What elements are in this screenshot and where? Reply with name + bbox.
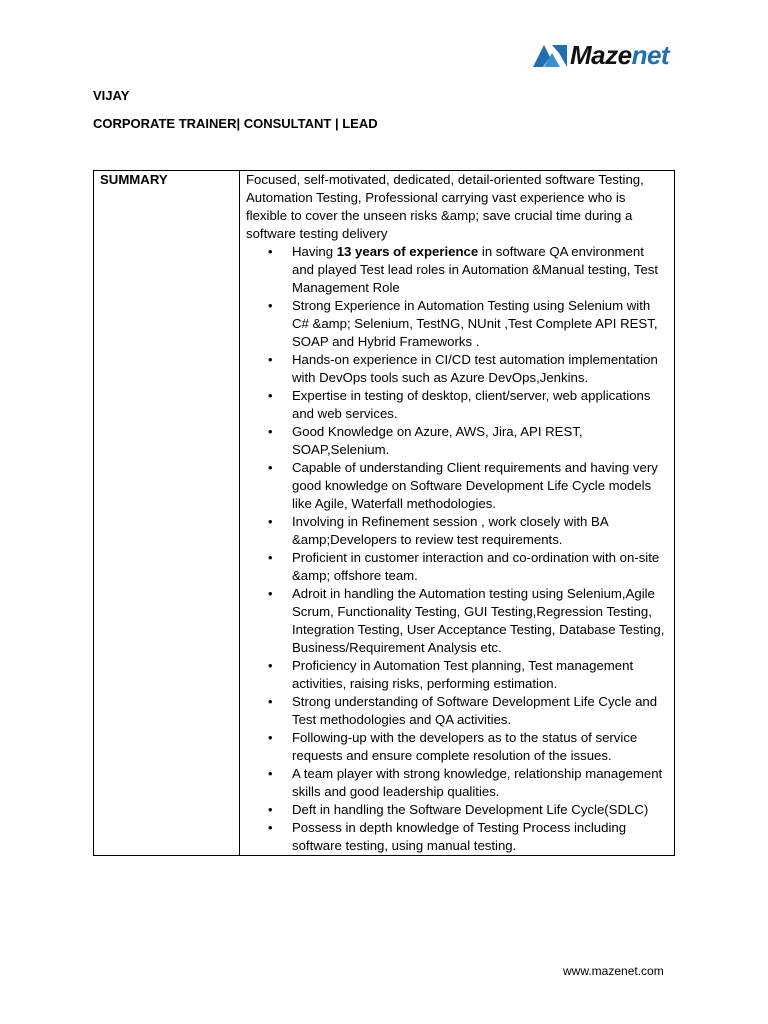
summary-point: • Involving in Refinement session , work closely with BA &amp;Developers to review test requirements.	[246, 513, 668, 549]
summary-label: SUMMARY	[94, 171, 240, 856]
logo-wordmark: Mazenet	[570, 40, 670, 70]
summary-point: • Expertise in testing of desktop, client/server, web applications and web services.	[246, 387, 668, 423]
summary-row	[94, 171, 675, 856]
summary-point: • A team player with strong knowledge, relationship management skills and good leadership qualities.	[246, 765, 668, 801]
candidate-role: CORPORATE TRAINER| CONSULTANT | LEAD	[93, 116, 378, 131]
summary-intro: Focused, self-motivated, dedicated, detail-oriented software Testing, Automation Testing, Professional carrying vast experience who is flexible to cover the unseen risks &amp; save crucial time during a software testing delivery	[246, 172, 644, 241]
mazenet-logo-icon	[533, 43, 567, 67]
summary-point: • Following-up with the developers as to the status of service requests and ensure complete resolution of the issues.	[246, 729, 668, 765]
summary-content	[240, 171, 675, 856]
footer-website: www.mazenet.com	[563, 964, 664, 978]
summary-points	[246, 243, 668, 855]
summary-point: • Having 13 years of experience in software QA environment and played Test lead roles in Automation &Manual testing, Test Management Role	[246, 243, 668, 297]
summary-table	[93, 170, 675, 856]
summary-point: • Deft in handling the Software Development Life Cycle(SDLC)	[246, 801, 668, 819]
summary-point: • Possess in depth knowledge of Testing Process including software testing, using manual testing.	[246, 819, 668, 855]
summary-point: • Proficient in customer interaction and co-ordination with on-site &amp; offshore team.	[246, 549, 668, 585]
summary-point: • Capable of understanding Client requirements and having very good knowledge on Software Development Life Cycle models like Agile, Waterfall methodologies.	[246, 459, 668, 513]
candidate-name: VIJAY	[93, 88, 130, 103]
summary-point: • Hands-on experience in CI/CD test automation implementation with DevOps tools such as Azure DevOps,Jenkins.	[246, 351, 668, 387]
mazenet-logo	[533, 40, 669, 70]
summary-point: • Proficiency in Automation Test planning, Test management activities, raising risks, performing estimation.	[246, 657, 668, 693]
summary-point: • Strong understanding of Software Development Life Cycle and Test methodologies and QA activities.	[246, 693, 668, 729]
summary-point: • Adroit in handling the Automation testing using Selenium,Agile Scrum, Functionality Testing, GUI Testing,Regression Testing, Integration Testing, User Acceptance Testing, Database Testing, Business/Requirement Analysis etc.	[246, 585, 668, 657]
summary-point: • Good Knowledge on Azure, AWS, Jira, API REST, SOAP,Selenium.	[246, 423, 668, 459]
summary-point: • Strong Experience in Automation Testing using Selenium with C# &amp; Selenium, TestNG, NUnit ,Test Complete API REST, SOAP and Hybrid Frameworks .	[246, 297, 668, 351]
